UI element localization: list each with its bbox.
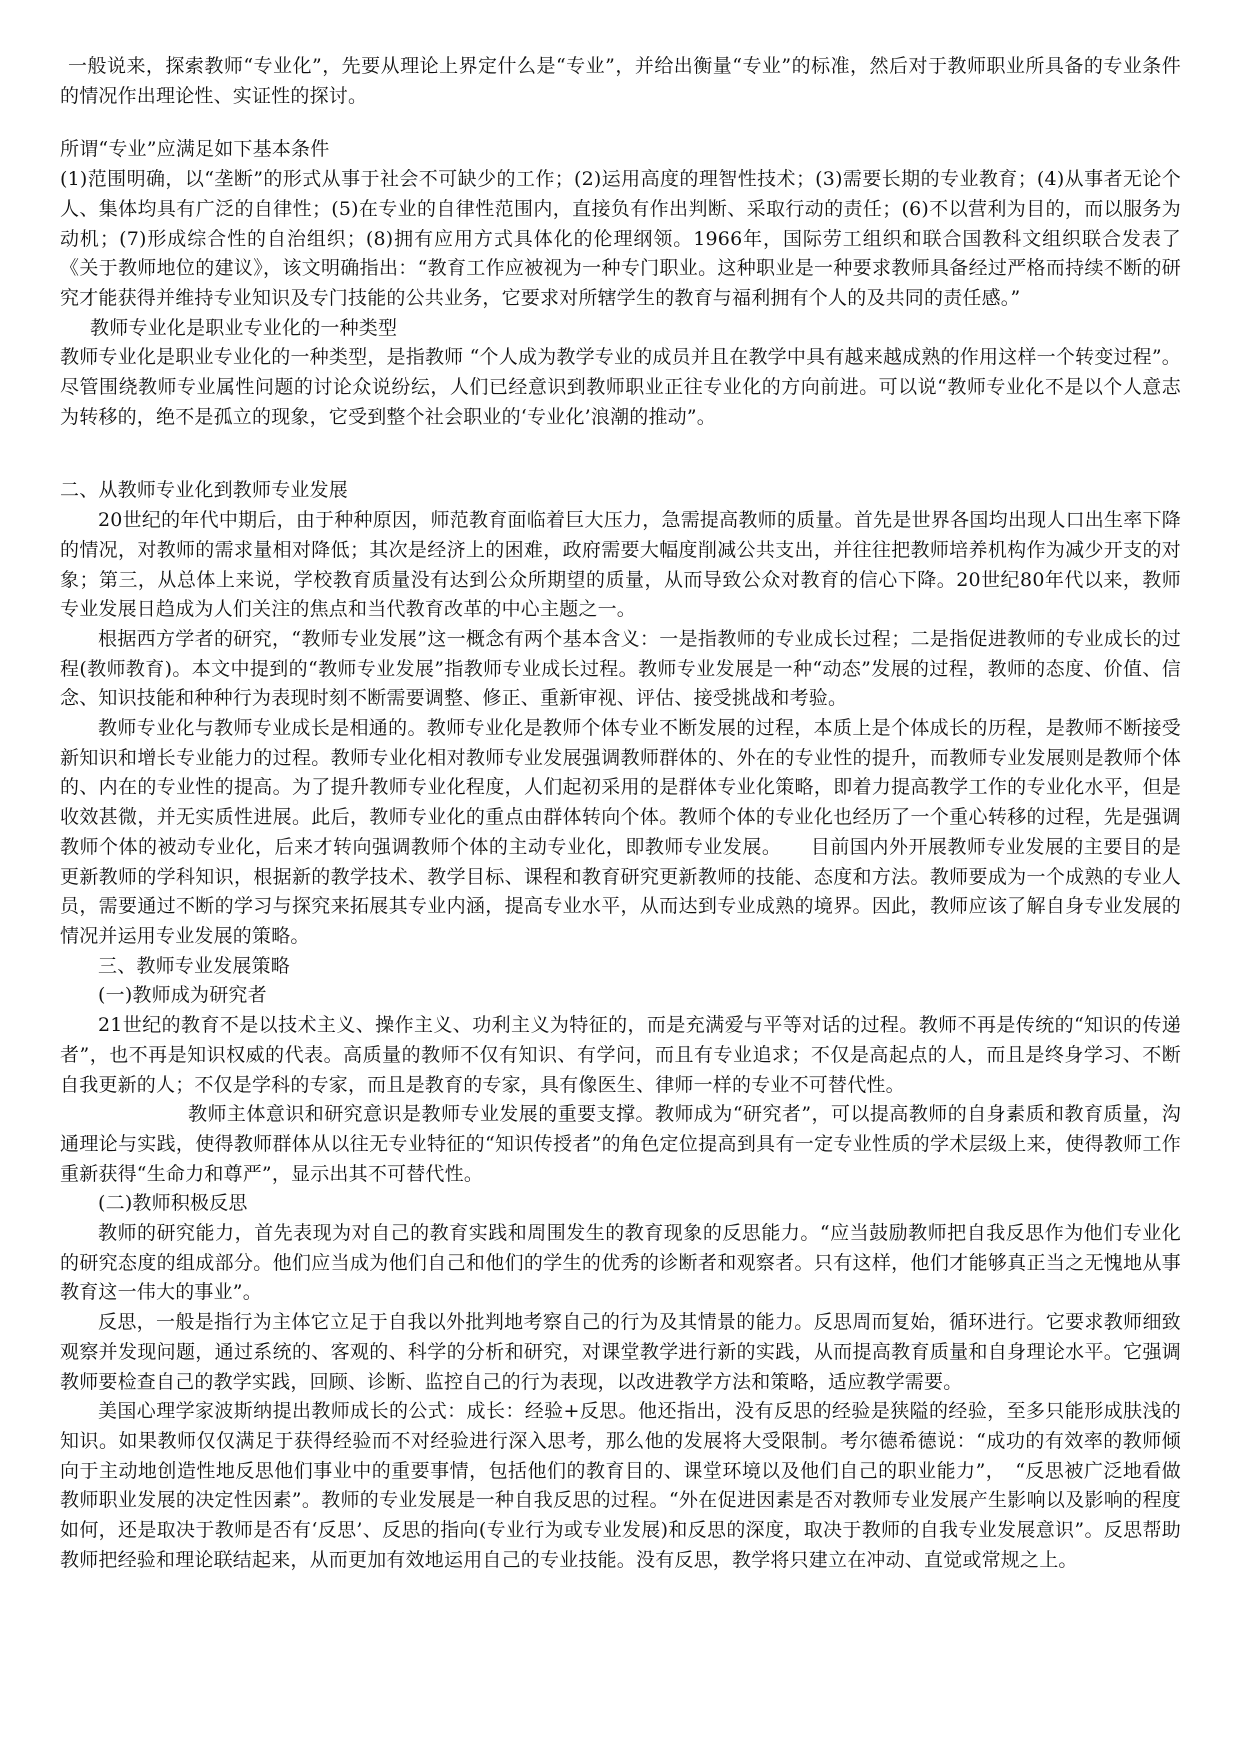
conditions-paragraph: (1)范围明确，以“垄断”的形式从事于社会不可缺少的工作；(2)运用高度的理智性技术；(3)需要长期的专业教育；(4)从事者无论个人、集体均具有广泛的自律性；(5)在专业的自律性范围内，直接负有作出判断、采取行动的责任；(6)不以营利为目的，而以服务为动机；(7)形成综合性的自治组织；(8)拥有应用方式具体化的伦理纲领。1966年，国际劳工组织和联合国教科文组织联合发表了《关于教师地位的建议》，该文明确指出：“教育工作应被视为一种专门职业。这种职业是一种要求教师具备经过严格而持续不断的研究才能获得并维持专业知识及专门技能的公共业务，它要求对所辖学生的教育与福利拥有个人的及共同的责任感。” bbox=[60, 168, 1181, 309]
section-heading-conditions: 所谓“专业”应满足如下基本条件 bbox=[60, 138, 330, 161]
section-heading-three: 三、教师专业发展策略 bbox=[98, 954, 291, 977]
reflection-ability-paragraph: 教师的研究能力，首先表现为对自己的教育实践和周围发生的教育现象的反思能力。“应当鼓励教师把自我反思作为他们专业化的研究态度的组成部分。他们应当成为他们自己和他们的学生的优秀的诊断者和观察者。只有这样，他们才能够真正当之无愧地从事教育这一伟大的事业”。 bbox=[60, 1222, 1181, 1304]
comparison-paragraph: 教师专业化与教师专业成长是相通的。教师专业化是教师个体专业不断发展的过程，本质上是个体成长的历程，是教师不断接受新知识和增长专业能力的过程。教师专业化相对教师专业发展强调教师群体的、外在的专业性的提升，而教师专业发展则是教师个体的、内在的专业性的提高。为了提升教师专业化程度，人们起初采用的是群体专业化策略，即着力提高教学工作的专业化水平，但是收效甚微，并无实质性进展。此后，教师专业化的重点由群体转向个体。教师个体的专业化也经历了一个重心转移的过程，先是强调教师个体的被动专业化，后来才转向强调教师个体的主动专业化，即教师专业发展。 目前国内外开展教师专业发展的主要目的是更新教师的学科知识，根据新的教学技术、教学目标、课程和教育研究更新教师的技能、态度和方法。教师要成为一个成熟的专业人员，需要通过不断的学习与探究来拓展其专业内涵，提高专业水平，从而达到专业成熟的境界。因此，教师应该了解自身专业发展的情况并运用专业发展的策略。 bbox=[60, 717, 1181, 947]
subheading-reflection: (二)教师积极反思 bbox=[98, 1192, 248, 1215]
subheading-researcher: (一)教师成为研究者 bbox=[98, 984, 267, 1007]
professionalization-paragraph: 教师专业化是职业专业化的一种类型，是指教师 “个人成为教学专业的成员并且在教学中具有越来越成熟的作用这样一个转变过程”。尽管围绕教师专业属性问题的讨论众说纷纭，人们已经意识到教师职业正往专业化的方向前进。可以说“教师专业化不是以个人意志为转移的，绝不是孤立的现象，它受到整个社会职业的‘专业化’浪潮的推动”。 bbox=[60, 346, 1181, 428]
subject-awareness-paragraph: 教师主体意识和研究意识是教师专业发展的重要支撑。教师成为“研究者”，可以提高教师的自身素质和教育质量，沟通理论与实践，使得教师群体从以往无专业特征的“知识传授者”的角色定位提高到具有一定专业性质的学术层级上来，使得教师工作重新获得“生命力和尊严”，显示出其不可替代性。 bbox=[60, 1103, 1181, 1185]
history-paragraph: 20世纪的年代中期后，由于种种原因，师范教育面临着巨大压力，急需提高教师的质量。首先是世界各国均出现人口出生率下降的情况，对教师的需求量相对降低；其次是经济上的困难，政府需要大幅度削减公共支出，并往往把教师培养机构作为减少开支的对象；第三，从总体上来说，学校教育质量没有达到公众所期望的质量，从而导致公众对教育的信心下降。20世纪80年代以来，教师专业发展日趋成为人们关注的焦点和当代教育改革的中心主题之一。 bbox=[60, 509, 1181, 621]
section-heading-two: 二、从教师专业化到教师专业发展 bbox=[60, 479, 349, 502]
intro-paragraph: 一般说来，探索教师“专业化”，先要从理论上界定什么是“专业”，并给出衡量“专业”的标准，然后对于教师职业所具备的专业条件的情况作出理论性、实证性的探讨。 bbox=[60, 55, 1181, 107]
posner-paragraph: 美国心理学家波斯纳提出教师成长的公式：成长：经验+反思。他还指出，没有反思的经验是狭隘的经验，至多只能形成肤浅的知识。如果教师仅仅满足于获得经验而不对经验进行深入思考，那么他的发展将大受限制。考尔德希德说：“成功的有效率的教师倾向于主动地创造性地反思他们事业中的重要事情，包括他们的教育目的、课堂环境以及他们自己的职业能力”， “反思被广泛地看做教师职业发展的决定性因素”。教师的专业发展是一种自我反思的过程。“外在促进因素是否对教师专业发展产生影响以及影响的程度如何，还是取决于教师是否有‘反思’、反思的指向(专业行为或专业发展)和反思的深度，取决于教师的自我专业发展意识”。反思帮助教师把经验和理论联结起来，从而更加有效地运用自己的专业技能。没有反思，教学将只建立在冲动、直觉或常规之上。 bbox=[60, 1400, 1181, 1571]
subheading-teacher-professionalization: 教师专业化是职业专业化的一种类型 bbox=[90, 316, 398, 339]
definition-paragraph: 根据西方学者的研究，“教师专业发展”这一概念有两个基本含义：一是指教师的专业成长过程；二是指促进教师的专业成长的过程(教师教育)。本文中提到的“教师专业发展”指教师专业成长过程。教师专业发展是一种“动态”发展的过程，教师的态度、价值、信念、知识技能和种种行为表现时刻不断需要调整、修正、重新审视、评估、接受挑战和考验。 bbox=[60, 627, 1181, 710]
researcher-paragraph: 21世纪的教育不是以技术主义、操作主义、功利主义为特征的，而是充满爱与平等对话的过程。教师不再是传统的“知识的传递者”，也不再是知识权威的代表。高质量的教师不仅有知识、有学问，而且有专业追求；不仅是高起点的人，而且是终身学习、不断自我更新的人；不仅是学科的专家，而且是教育的专家，具有像医生、律师一样的专业不可替代性。 bbox=[60, 1014, 1181, 1096]
reflection-definition-paragraph: 反思，一般是指行为主体它立足于自我以外批判地考察自己的行为及其情景的能力。反思周而复始，循环进行。它要求教师细致观察并发现问题，通过系统的、客观的、科学的分析和研究，对课堂教学进行新的实践，从而提高教育质量和自身理论水平。它强调教师要检查自己的教学实践，回顾、诊断、监控自己的行为表现，以改进教学方法和策略，适应教学需要。 bbox=[60, 1311, 1181, 1393]
